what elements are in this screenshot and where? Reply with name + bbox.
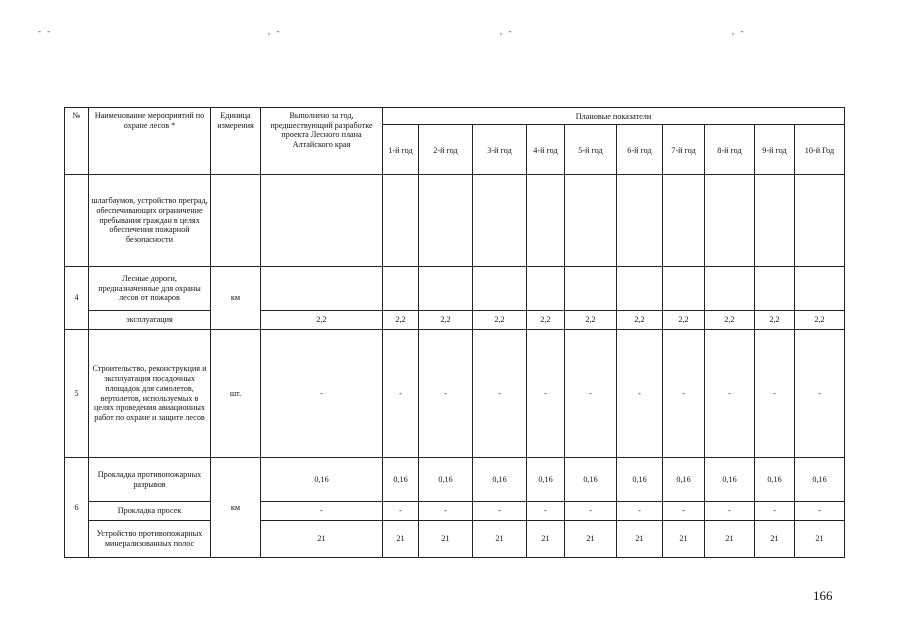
cell-value: 0,16: [419, 458, 473, 502]
cell-value: -: [565, 330, 617, 458]
table-row-mineral: [65, 521, 845, 558]
cell-name: Лесные дороги, предназначенные для охраны лесов от пожаров: [89, 267, 211, 311]
cell-value: -: [473, 330, 527, 458]
cell-value: [419, 175, 473, 267]
table-row-firebreaks: [65, 458, 845, 502]
cell-value: 0,16: [527, 458, 565, 502]
cell-value: [755, 175, 795, 267]
forest-protection-table: [64, 107, 845, 558]
cell-value: [527, 267, 565, 311]
col-header-name: Наименование мероприятий по охране лесов *: [89, 108, 211, 175]
cell-value: -: [617, 502, 663, 521]
cell-value: 21: [565, 521, 617, 558]
year-header: 10-й Год: [795, 125, 845, 175]
cell-value: 0,16: [617, 458, 663, 502]
cell-value: 2,2: [527, 311, 565, 330]
year-header: 9-й год: [755, 125, 795, 175]
table-row-operation: [65, 311, 845, 330]
cell-done: -: [261, 330, 383, 458]
cell-value: 2,2: [795, 311, 845, 330]
cell-value: 2,2: [755, 311, 795, 330]
cell-num: 4: [65, 267, 89, 330]
cell-value: [663, 175, 705, 267]
cell-unit: [211, 175, 261, 267]
table-row-barriers: [65, 175, 845, 267]
cell-value: -: [617, 330, 663, 458]
cell-value: [473, 267, 527, 311]
year-header: 1-й год: [383, 125, 419, 175]
cell-unit: км: [211, 267, 261, 330]
cell-value: 0,16: [473, 458, 527, 502]
col-header-unit: Единица измерения: [211, 108, 261, 175]
col-header-num: №: [65, 108, 89, 175]
cell-value: [755, 267, 795, 311]
cell-value: -: [705, 330, 755, 458]
cell-value: 2,2: [383, 311, 419, 330]
cell-value: -: [755, 330, 795, 458]
cell-value: 21: [663, 521, 705, 558]
cell-value: [795, 267, 845, 311]
cell-value: [663, 267, 705, 311]
table-row-landing: [65, 330, 845, 458]
cell-value: 21: [795, 521, 845, 558]
cell-value: -: [527, 502, 565, 521]
cell-value: 2,2: [663, 311, 705, 330]
cell-value: -: [419, 502, 473, 521]
cell-value: -: [473, 502, 527, 521]
cell-value: -: [565, 502, 617, 521]
cell-num: 6: [65, 458, 89, 558]
header-row-1: [65, 108, 845, 125]
cell-name: Прокладка просек: [89, 502, 211, 521]
cell-done: -: [261, 502, 383, 521]
cell-value: 21: [755, 521, 795, 558]
cell-value: 0,16: [383, 458, 419, 502]
cell-value: -: [383, 330, 419, 458]
table-row-clearings: [65, 502, 845, 521]
cell-value: [419, 267, 473, 311]
cell-value: 21: [473, 521, 527, 558]
year-header: 8-й год: [705, 125, 755, 175]
cell-done: 2,2: [261, 311, 383, 330]
cell-value: [565, 267, 617, 311]
cell-value: [617, 175, 663, 267]
scan-artifacts: - - , - , - , -: [38, 26, 746, 36]
cell-value: 0,16: [755, 458, 795, 502]
cell-value: [705, 267, 755, 311]
cell-num: 5: [65, 330, 89, 458]
cell-value: 0,16: [663, 458, 705, 502]
col-header-done: Выполнено за год, предшествующий разработке проекта Лесного плана Алтайского края: [261, 108, 383, 175]
cell-value: 2,2: [617, 311, 663, 330]
cell-num: [65, 175, 89, 267]
cell-value: 0,16: [565, 458, 617, 502]
cell-value: -: [795, 330, 845, 458]
cell-value: 2,2: [565, 311, 617, 330]
cell-done: 0,16: [261, 458, 383, 502]
cell-value: -: [663, 502, 705, 521]
cell-name: Строительство, реконструкция и эксплуатация посадочных площадок для самолетов, вертолетов, используемых в целях проведения авиационных работ по охране и защите лесов: [89, 330, 211, 458]
year-header: 2-й год: [419, 125, 473, 175]
cell-value: -: [383, 502, 419, 521]
table-row-roads: [65, 267, 845, 311]
cell-unit: шт.: [211, 330, 261, 458]
cell-value: [795, 175, 845, 267]
cell-value: -: [705, 502, 755, 521]
cell-value: [383, 267, 419, 311]
cell-unit: км: [211, 458, 261, 558]
cell-value: -: [755, 502, 795, 521]
cell-done: 21: [261, 521, 383, 558]
cell-value: -: [795, 502, 845, 521]
cell-value: [473, 175, 527, 267]
cell-value: 0,16: [795, 458, 845, 502]
year-header: 4-й год: [527, 125, 565, 175]
cell-value: 21: [383, 521, 419, 558]
cell-name: эксплуатация: [89, 311, 211, 330]
cell-name: Прокладка противопожарных разрывов: [89, 458, 211, 502]
cell-value: 2,2: [473, 311, 527, 330]
year-header: 6-й год: [617, 125, 663, 175]
cell-value: [527, 175, 565, 267]
cell-value: 0,16: [705, 458, 755, 502]
cell-value: -: [527, 330, 565, 458]
cell-value: [565, 175, 617, 267]
cell-value: 2,2: [419, 311, 473, 330]
cell-value: 21: [419, 521, 473, 558]
year-header: 5-й год: [565, 125, 617, 175]
year-header: 3-й год: [473, 125, 527, 175]
cell-value: -: [419, 330, 473, 458]
cell-value: 2,2: [705, 311, 755, 330]
cell-name: Устройство противопожарных минерализованных полос: [89, 521, 211, 558]
cell-value: 21: [705, 521, 755, 558]
cell-done: [261, 175, 383, 267]
page-number: 166: [813, 588, 833, 603]
cell-value: [705, 175, 755, 267]
cell-value: 21: [617, 521, 663, 558]
cell-done: [261, 267, 383, 311]
cell-name: шлагбаумов, устройство преград, обеспечивающих ограничение пребывания граждан в целях обеспечения пожарной безопасности: [89, 175, 211, 267]
col-header-plan: Плановые показатели: [383, 108, 845, 125]
cell-value: 21: [527, 521, 565, 558]
cell-value: [617, 267, 663, 311]
cell-value: -: [663, 330, 705, 458]
year-header: 7-й год: [663, 125, 705, 175]
cell-value: [383, 175, 419, 267]
